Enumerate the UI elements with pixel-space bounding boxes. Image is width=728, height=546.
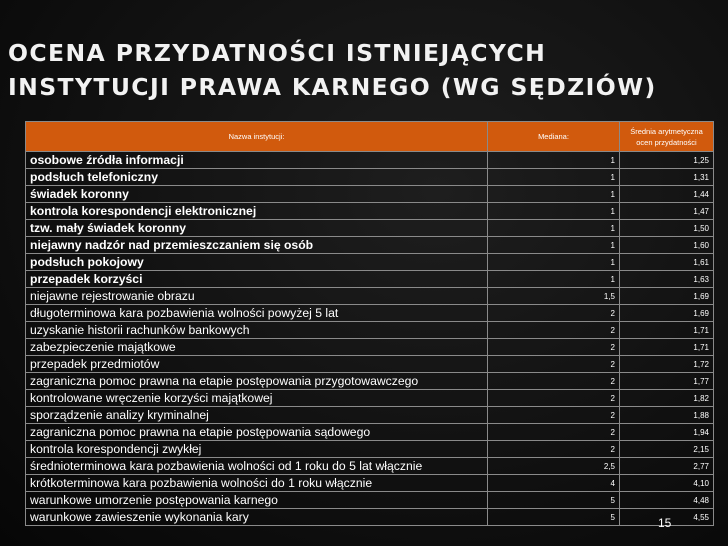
- cell-mean: 1,94: [620, 424, 714, 441]
- cell-mean: 2,77: [620, 458, 714, 475]
- page-number: 15: [658, 516, 672, 530]
- table-row: [26, 220, 714, 237]
- cell-mean: 1,44: [620, 186, 714, 203]
- cell-mean: 1,50: [620, 220, 714, 237]
- cell-mean: 1,72: [620, 356, 714, 373]
- header-name: Nazwa instytucji:: [26, 122, 488, 152]
- table-row: [26, 254, 714, 271]
- cell-name: kontrola korespondencji zwykłej: [26, 441, 488, 458]
- institutions-table: [25, 121, 714, 526]
- table-row: [26, 475, 714, 492]
- cell-name: zagraniczna pomoc prawna na etapie postępowania sądowego: [26, 424, 488, 441]
- header-mean-line-1: Średnia arytmetyczna: [630, 126, 703, 136]
- cell-median: 4: [488, 475, 620, 492]
- table-row: [26, 458, 714, 475]
- cell-median: 2: [488, 373, 620, 390]
- table-body: [26, 152, 714, 526]
- cell-median: 5: [488, 509, 620, 526]
- cell-name: świadek koronny: [26, 186, 488, 203]
- cell-mean: 1,63: [620, 271, 714, 288]
- table-row: [26, 424, 714, 441]
- header-mean-line-2: ocen przydatności: [636, 137, 697, 147]
- slide-title-line-2: INSTYTUCJI PRAWA KARNEGO (WG SĘDZIÓW): [8, 73, 657, 101]
- cell-mean: 1,31: [620, 169, 714, 186]
- cell-mean: 4,10: [620, 475, 714, 492]
- cell-median: 1: [488, 254, 620, 271]
- cell-name: niejawne rejestrowanie obrazu: [26, 288, 488, 305]
- cell-median: 1: [488, 169, 620, 186]
- table-row: [26, 339, 714, 356]
- table-row: [26, 186, 714, 203]
- slide-title: [8, 36, 723, 104]
- cell-name: podsłuch telefoniczny: [26, 169, 488, 186]
- cell-mean: 1,71: [620, 339, 714, 356]
- cell-name: długoterminowa kara pozbawienia wolności powyżej 5 lat: [26, 305, 488, 322]
- cell-median: 2: [488, 339, 620, 356]
- cell-mean: 1,88: [620, 407, 714, 424]
- cell-median: 1: [488, 203, 620, 220]
- cell-mean: 1,60: [620, 237, 714, 254]
- cell-median: 2: [488, 424, 620, 441]
- table-row: [26, 288, 714, 305]
- cell-median: 1: [488, 271, 620, 288]
- cell-mean: 2,15: [620, 441, 714, 458]
- table-row: [26, 492, 714, 509]
- cell-name: warunkowe zawieszenie wykonania kary: [26, 509, 488, 526]
- cell-name: średnioterminowa kara pozbawienia wolności od 1 roku do 5 lat włącznie: [26, 458, 488, 475]
- cell-median: 2: [488, 305, 620, 322]
- cell-name: zagraniczna pomoc prawna na etapie postępowania przygotowawczego: [26, 373, 488, 390]
- cell-name: zabezpieczenie majątkowe: [26, 339, 488, 356]
- cell-median: 1,5: [488, 288, 620, 305]
- table-row: [26, 322, 714, 339]
- table-row: [26, 441, 714, 458]
- cell-median: 2: [488, 441, 620, 458]
- header-median: Mediana:: [488, 122, 620, 152]
- cell-median: 2,5: [488, 458, 620, 475]
- cell-median: 1: [488, 237, 620, 254]
- cell-median: 2: [488, 407, 620, 424]
- table-row: [26, 169, 714, 186]
- table-row: [26, 509, 714, 526]
- cell-mean: 4,48: [620, 492, 714, 509]
- cell-name: kontrolowane wręczenie korzyści majątkowej: [26, 390, 488, 407]
- cell-name: warunkowe umorzenie postępowania karnego: [26, 492, 488, 509]
- cell-name: przepadek przedmiotów: [26, 356, 488, 373]
- table-row: [26, 152, 714, 169]
- cell-mean: 1,82: [620, 390, 714, 407]
- cell-mean: 1,25: [620, 152, 714, 169]
- table-header-row: [26, 122, 714, 152]
- cell-mean: 1,77: [620, 373, 714, 390]
- cell-median: 5: [488, 492, 620, 509]
- cell-median: 1: [488, 220, 620, 237]
- table-row: [26, 203, 714, 220]
- cell-mean: 1,69: [620, 288, 714, 305]
- table-row: [26, 237, 714, 254]
- cell-name: podsłuch pokojowy: [26, 254, 488, 271]
- cell-name: niejawny nadzór nad przemieszczaniem się osób: [26, 237, 488, 254]
- table-row: [26, 271, 714, 288]
- table-row: [26, 305, 714, 322]
- cell-mean: 1,69: [620, 305, 714, 322]
- cell-mean: 4,55: [620, 509, 714, 526]
- cell-name: uzyskanie historii rachunków bankowych: [26, 322, 488, 339]
- header-mean: [620, 122, 714, 152]
- cell-name: przepadek korzyści: [26, 271, 488, 288]
- cell-name: osobowe źródła informacji: [26, 152, 488, 169]
- cell-median: 1: [488, 152, 620, 169]
- cell-mean: 1,71: [620, 322, 714, 339]
- table-row: [26, 373, 714, 390]
- cell-name: sporządzenie analizy kryminalnej: [26, 407, 488, 424]
- cell-median: 2: [488, 390, 620, 407]
- cell-name: kontrola korespondencji elektronicznej: [26, 203, 488, 220]
- table-row: [26, 407, 714, 424]
- cell-median: 1: [488, 186, 620, 203]
- slide-title-line-1: OCENA PRZYDATNOŚCI ISTNIEJĄCYCH: [8, 39, 547, 67]
- cell-name: tzw. mały świadek koronny: [26, 220, 488, 237]
- cell-name: krótkoterminowa kara pozbawienia wolności do 1 roku włącznie: [26, 475, 488, 492]
- cell-median: 2: [488, 322, 620, 339]
- table-row: [26, 390, 714, 407]
- cell-mean: 1,47: [620, 203, 714, 220]
- cell-median: 2: [488, 356, 620, 373]
- table-row: [26, 356, 714, 373]
- cell-mean: 1,61: [620, 254, 714, 271]
